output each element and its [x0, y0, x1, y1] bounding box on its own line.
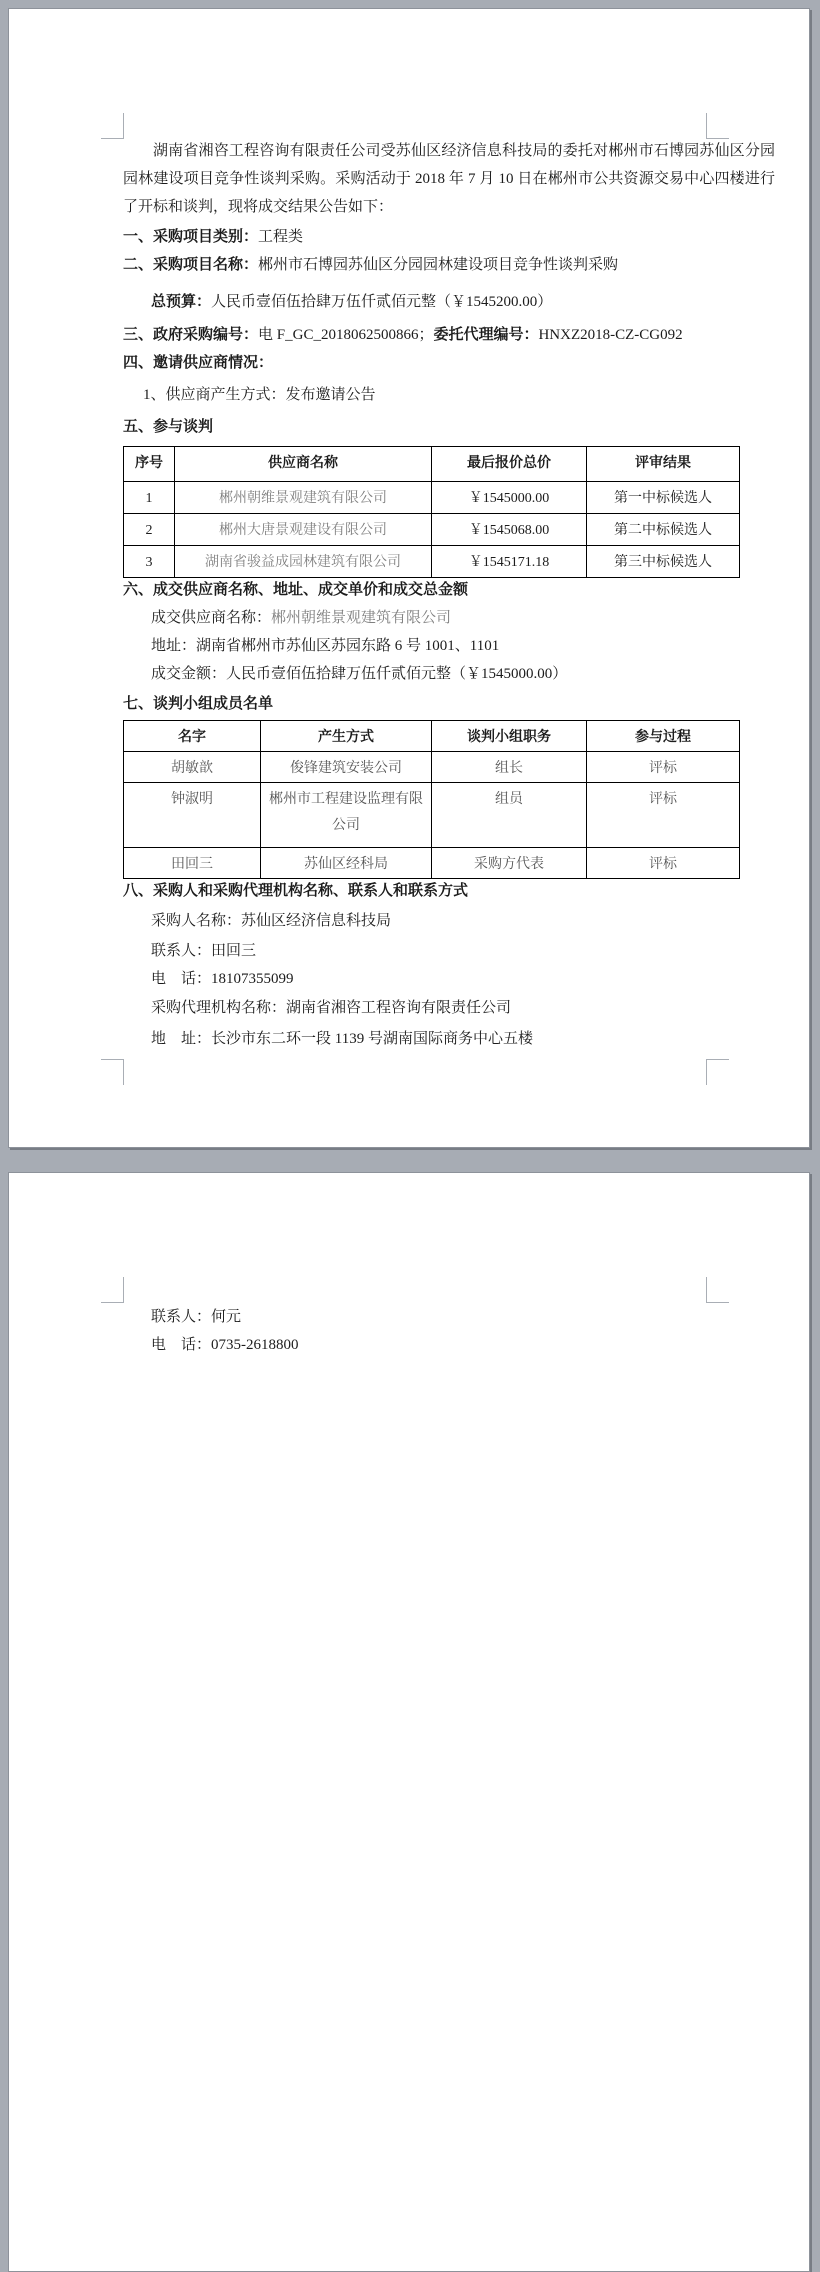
margin-mark-top-right-icon — [706, 113, 729, 139]
agency-name-value: 湖南省湘咨工程咨询有限责任公司 — [286, 1000, 512, 1016]
section-2-label: 二、采购项目名称： — [123, 257, 259, 273]
buyer-contact-line: 联系人：田回三 — [151, 943, 257, 959]
budget-line — [151, 291, 552, 313]
col-header-supplier: 供应商名称 — [175, 447, 432, 482]
table-row — [124, 848, 740, 879]
col-header-name: 名字 — [124, 721, 261, 752]
supplier-method-line: 1、供应商产生方式：发布邀请公告 — [143, 387, 376, 403]
col-header-no: 序号 — [124, 447, 175, 482]
winner-amount-line: 成交金额：人民币壹佰伍拾肆万伍仟贰佰元整（￥1545000.00） — [151, 666, 568, 682]
winner-name-label: 成交供应商名称： — [151, 610, 272, 626]
cell-no: 2 — [124, 514, 175, 546]
cell-no: 3 — [124, 546, 175, 578]
margin-mark-top-right-icon — [706, 1277, 729, 1303]
cell-result: 第三中标候选人 — [587, 546, 740, 578]
section-1-heading — [123, 226, 303, 248]
cell-member-role: 采购方代表 — [432, 848, 587, 879]
cell-no: 1 — [124, 482, 175, 514]
section-8-label: 八、采购人和采购代理机构名称、联系人和联系方式 — [123, 883, 469, 899]
agency-contact-line: 联系人：何元 — [151, 1309, 242, 1325]
col-header-role: 谈判小组职务 — [432, 721, 587, 752]
cell-price: ￥1545171.18 — [432, 546, 587, 578]
cell-member-process: 评标 — [587, 848, 740, 879]
procurement-no-label: 三、政府采购编号： — [123, 327, 259, 343]
cell-member-origin: 俊锋建筑安装公司 — [261, 752, 432, 783]
agency-no-label: 委托代理编号： — [433, 327, 539, 343]
section-6-heading — [123, 579, 468, 601]
cell-member-name: 胡敏歆 — [124, 752, 261, 783]
cell-member-role: 组长 — [432, 752, 587, 783]
cell-price: ￥1545000.00 — [432, 482, 587, 514]
negotiation-panel-table — [123, 720, 740, 879]
buyer-name-line: 采购人名称：苏仙区经济信息科技局 — [151, 913, 392, 929]
section-6-label: 六、成交供应商名称、地址、成交单价和成交总金额 — [123, 582, 469, 598]
procurement-no-value: 电 F_GC_2018062500866； — [258, 327, 434, 343]
section-7-heading — [123, 693, 273, 715]
cell-member-name: 钟淑明 — [124, 783, 261, 848]
cell-price: ￥1545068.00 — [432, 514, 587, 546]
winner-address-line: 地址：湖南省郴州市苏仙区苏园东路 6 号 1001、1101 — [151, 638, 500, 654]
section-5-label: 五、参与谈判 — [123, 419, 214, 435]
col-header-origin: 产生方式 — [261, 721, 432, 752]
agency-phone-line: 电 话：0735-2618800 — [151, 1337, 299, 1353]
cell-supplier: 湖南省骏益成园林建筑有限公司 — [175, 546, 432, 578]
table-row — [124, 752, 740, 783]
section-2-value: 郴州市石博园苏仙区分园园林建设项目竞争性谈判采购 — [258, 257, 619, 273]
budget-label: 总预算： — [151, 294, 212, 310]
page-1 — [8, 8, 810, 1148]
winner-name-line — [151, 607, 451, 629]
cell-result: 第二中标候选人 — [587, 514, 740, 546]
col-header-price: 最后报价总价 — [432, 447, 587, 482]
cell-supplier: 郴州大唐景观建设有限公司 — [175, 514, 432, 546]
table-row — [124, 482, 740, 514]
section-7-label: 七、谈判小组成员名单 — [123, 696, 274, 712]
section-5-heading — [123, 416, 213, 438]
margin-mark-top-left-icon — [101, 1277, 124, 1303]
intro-paragraph: 湖南省湘咨工程咨询有限责任公司受苏仙区经济信息科技局的委托对郴州市石博园苏仙区分园园林建设项目竞争性谈判采购。采购活动于 2018 年 7 月 10 日在郴州市公共资源交易中心四楼进行了开标和谈判，现将成交结果公告如下： — [123, 143, 775, 215]
section-8-heading — [123, 880, 468, 902]
cell-member-process: 评标 — [587, 783, 740, 848]
table-header-row — [124, 447, 740, 482]
cell-member-process: 评标 — [587, 752, 740, 783]
agency-name-line — [151, 997, 511, 1019]
page-2 — [8, 1172, 810, 2272]
section-2-heading — [123, 254, 618, 276]
cell-result: 第一中标候选人 — [587, 482, 740, 514]
col-header-result: 评审结果 — [587, 447, 740, 482]
agency-address-line: 地 址：长沙市东二环一段 1139 号湖南国际商务中心五楼 — [151, 1031, 533, 1047]
col-header-process: 参与过程 — [587, 721, 740, 752]
budget-value: 人民币壹佰伍拾肆万伍仟贰佰元整（￥1545200.00） — [211, 294, 553, 310]
section-4-heading — [123, 352, 273, 374]
cell-supplier: 郴州朝维景观建筑有限公司 — [175, 482, 432, 514]
cell-member-role: 组员 — [432, 783, 587, 848]
table-row — [124, 514, 740, 546]
negotiation-bids-table — [123, 446, 740, 578]
section-1-label: 一、采购项目类别： — [123, 229, 259, 245]
buyer-phone-line: 电 话：18107355099 — [151, 971, 294, 987]
cell-member-origin: 郴州市工程建设监理有限公司 — [261, 783, 432, 848]
section-4-label: 四、邀请供应商情况： — [123, 355, 274, 371]
margin-mark-bottom-right-icon — [706, 1059, 729, 1085]
table-header-row — [124, 721, 740, 752]
agency-no-value: HNXZ2018-CZ-CG092 — [538, 327, 683, 343]
margin-mark-bottom-left-icon — [101, 1059, 124, 1085]
section-3-heading — [123, 324, 683, 346]
cell-member-origin: 苏仙区经科局 — [261, 848, 432, 879]
section-1-value: 工程类 — [258, 229, 304, 245]
winner-name-value: 郴州朝维景观建筑有限公司 — [271, 610, 452, 626]
margin-mark-top-left-icon — [101, 113, 124, 139]
table-row — [124, 783, 740, 848]
cell-member-name: 田回三 — [124, 848, 261, 879]
agency-name-label: 采购代理机构名称： — [151, 1000, 287, 1016]
table-row — [124, 546, 740, 578]
